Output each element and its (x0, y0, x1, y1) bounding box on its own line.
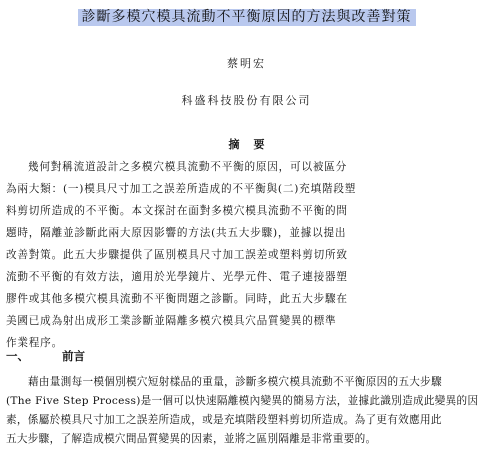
abstract-line: 改善對策。此五大步驟提供了區別模具尺寸加工誤差或塑料剪切所致 (6, 249, 348, 261)
abstract-body (6, 156, 487, 354)
abstract-line: 題時，隔離並診斷此兩大原因影響的方法(共五大步驟)，並據以提出 (6, 227, 347, 239)
section-body (6, 373, 487, 449)
document-title: 診斷多模穴模具流動不平衡原因的方法與改善對策 (78, 9, 416, 26)
section-heading (6, 348, 85, 364)
abstract-line: 料剪切所造成的不平衡。本文探討在面對多模穴模具流動不平衡的問 (6, 205, 348, 217)
abstract-line: 流動不平衡的有效方法，適用於光學鏡片、光學元件、電子連接器塑 (6, 271, 348, 283)
section-title: 前言 (62, 349, 85, 363)
author-name: 蔡明宏 (227, 57, 266, 70)
body-line: 五大步驟，了解造成模穴間品質變異的因素，並將之區別隔離是非常重要的。 (6, 433, 377, 445)
abstract-heading: 摘要 (228, 138, 279, 151)
abstract-line: 作業程序。 (6, 337, 63, 349)
author-affiliation: 科盛科技股份有限公司 (181, 94, 312, 107)
body-line: 藉由量測每一模個別模穴短射樣品的重量，診斷多模穴模具流動不平衡原因的五大步驟 (28, 376, 442, 388)
section-number: 一、 (6, 349, 29, 363)
abstract-line: 膠件或其他多模穴模具流動不平衡問題之診斷。同時，此五大步驟在 (6, 293, 348, 305)
abstract-line: 美國已成為射出成形工業診斷並隔離多模穴模具穴品質變異的標準 (6, 315, 337, 327)
abstract-line: 為兩大類：(一)模具尺寸加工之誤差所造成的不平衡與(二)充填階段塑 (6, 183, 357, 195)
body-line: (The Five Step Process)是一個可以快速隔離模內變異的簡易方法，並據此識別造成此變異的因 (6, 395, 479, 407)
abstract-line: 幾何對稱流道設計之多模穴模具流動不平衡的原因，可以被區分 (28, 161, 348, 173)
title-block (0, 6, 493, 26)
body-line: 素，係屬於模具尺寸加工之誤差所造成，或是充填階段塑料剪切所造成。為了更有效應用此 (6, 414, 442, 426)
